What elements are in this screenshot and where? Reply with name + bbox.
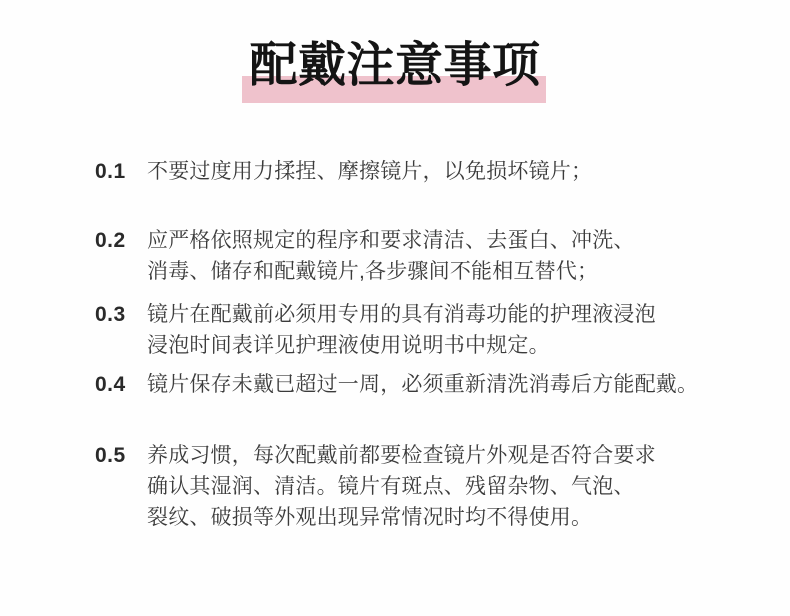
item-text	[147, 440, 656, 533]
item-text-line: 不要过度用力揉捏、摩擦镜片，以免损坏镜片；	[147, 160, 593, 183]
page-header	[0, 0, 790, 96]
list-item-05	[95, 440, 750, 533]
item-text	[147, 156, 592, 187]
item-text-line: 应严格依照规定的程序和要求清洁、去蛋白、冲洗、	[147, 229, 635, 252]
precaution-list	[0, 96, 790, 533]
item-number: 0.2	[95, 229, 126, 252]
item-number: 0.5	[95, 444, 126, 467]
item-text-line: 消毒、储存和配戴镜片,各步骤间不能相互替代；	[147, 260, 599, 283]
list-item-01	[95, 156, 750, 187]
list-item-02	[95, 225, 750, 287]
item-text-line: 镜片在配戴前必须用专用的具有消毒功能的护理液浸泡	[147, 303, 656, 326]
item-text-line: 镜片保存未戴已超过一周，必须重新清洗消毒后方能配戴。	[147, 373, 699, 396]
item-text-line: 养成习惯，每次配戴前都要检查镜片外观是否符合要求	[147, 444, 656, 467]
page-title-text: 配戴注意事项	[249, 39, 541, 92]
item-text-line: 确认其湿润、清洁。镜片有斑点、残留杂物、气泡、	[147, 475, 635, 498]
item-text	[147, 225, 635, 287]
item-number: 0.3	[95, 303, 126, 326]
item-text	[147, 299, 656, 361]
page-title	[249, 36, 540, 96]
list-item-04	[95, 369, 750, 400]
item-text-line: 裂纹、破损等外观出现异常情况时均不得使用。	[147, 506, 593, 529]
item-text-line: 浸泡时间表详见护理液使用说明书中规定。	[147, 334, 550, 357]
item-number: 0.1	[95, 160, 126, 183]
item-number: 0.4	[95, 373, 126, 396]
item-text	[147, 369, 698, 400]
list-item-03	[95, 299, 750, 361]
